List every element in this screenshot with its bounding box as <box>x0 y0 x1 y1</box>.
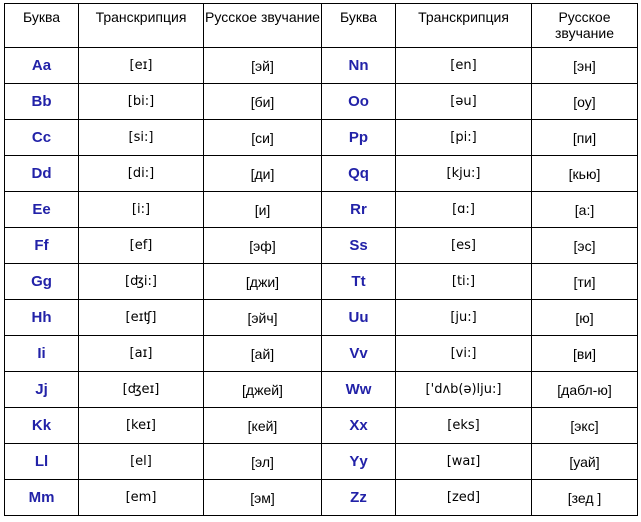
transcription-cell: [si:] <box>79 120 204 156</box>
transcription-cell: [ʤeɪ] <box>79 372 204 408</box>
russian-sound-cell: [эм] <box>204 480 322 516</box>
transcription-cell: [keɪ] <box>79 408 204 444</box>
russian-sound-cell: [эф] <box>204 228 322 264</box>
transcription-cell: [eɪ] <box>79 48 204 84</box>
russian-sound-cell: [си] <box>204 120 322 156</box>
transcription-cell: [el] <box>79 444 204 480</box>
header-transcription-right: Транскрипция <box>396 4 532 48</box>
table-row <box>5 84 638 120</box>
transcription-cell: [vi:] <box>396 336 532 372</box>
russian-sound-cell: [зед ] <box>532 480 638 516</box>
transcription-cell: [en] <box>396 48 532 84</box>
transcription-cell: [waɪ] <box>396 444 532 480</box>
transcription-cell: [di:] <box>79 156 204 192</box>
header-transcription-left: Транскрипция <box>79 4 204 48</box>
russian-sound-cell: [дабл-ю] <box>532 372 638 408</box>
transcription-cell: [ɑ:] <box>396 192 532 228</box>
transcription-cell: [ju:] <box>396 300 532 336</box>
transcription-cell: [zed] <box>396 480 532 516</box>
russian-sound-cell: [эс] <box>532 228 638 264</box>
letter-cell: Oo <box>322 84 396 120</box>
transcription-cell: [bi:] <box>79 84 204 120</box>
russian-sound-cell: [эйч] <box>204 300 322 336</box>
transcription-cell: [i:] <box>79 192 204 228</box>
header-russian-right: Русское звучание <box>532 4 638 48</box>
russian-sound-cell: [уай] <box>532 444 638 480</box>
letter-cell: Vv <box>322 336 396 372</box>
table-row <box>5 264 638 300</box>
table-row <box>5 444 638 480</box>
letter-cell: Aa <box>5 48 79 84</box>
letter-cell: Hh <box>5 300 79 336</box>
transcription-cell: [es] <box>396 228 532 264</box>
letter-cell: Cc <box>5 120 79 156</box>
transcription-cell: [pi:] <box>396 120 532 156</box>
transcription-cell: [ti:] <box>396 264 532 300</box>
letter-cell: Uu <box>322 300 396 336</box>
letter-cell: Ww <box>322 372 396 408</box>
transcription-cell: ['dʌb(ə)lju:] <box>396 372 532 408</box>
russian-sound-cell: [кей] <box>204 408 322 444</box>
letter-cell: Yy <box>322 444 396 480</box>
russian-sound-cell: [джей] <box>204 372 322 408</box>
letter-cell: Xx <box>322 408 396 444</box>
transcription-cell: [em] <box>79 480 204 516</box>
letter-cell: Ff <box>5 228 79 264</box>
table-row <box>5 336 638 372</box>
header-letter-right: Буква <box>322 4 396 48</box>
russian-sound-cell: [эл] <box>204 444 322 480</box>
russian-sound-cell: [ай] <box>204 336 322 372</box>
table-row <box>5 120 638 156</box>
transcription-cell: [eɪʧ] <box>79 300 204 336</box>
russian-sound-cell: [ю] <box>532 300 638 336</box>
russian-sound-cell: [и] <box>204 192 322 228</box>
russian-sound-cell: [пи] <box>532 120 638 156</box>
transcription-cell: [ef] <box>79 228 204 264</box>
table-row <box>5 408 638 444</box>
header-row <box>5 4 638 48</box>
letter-cell: Qq <box>322 156 396 192</box>
transcription-cell: [əu] <box>396 84 532 120</box>
transcription-cell: [eks] <box>396 408 532 444</box>
letter-cell: Rr <box>322 192 396 228</box>
header-russian-left: Русское звучание <box>204 4 322 48</box>
letter-cell: Dd <box>5 156 79 192</box>
table-row <box>5 300 638 336</box>
letter-cell: Jj <box>5 372 79 408</box>
letter-cell: Ee <box>5 192 79 228</box>
table-row <box>5 480 638 516</box>
russian-sound-cell: [экс] <box>532 408 638 444</box>
letter-cell: Ii <box>5 336 79 372</box>
table-row <box>5 372 638 408</box>
russian-sound-cell: [эн] <box>532 48 638 84</box>
russian-sound-cell: [би] <box>204 84 322 120</box>
letter-cell: Gg <box>5 264 79 300</box>
table-row <box>5 192 638 228</box>
table-row <box>5 156 638 192</box>
russian-sound-cell: [эй] <box>204 48 322 84</box>
table-row <box>5 48 638 84</box>
russian-sound-cell: [ти] <box>532 264 638 300</box>
russian-sound-cell: [оу] <box>532 84 638 120</box>
transcription-cell: [ʤi:] <box>79 264 204 300</box>
letter-cell: Mm <box>5 480 79 516</box>
table-body <box>5 48 638 516</box>
header-letter-left: Буква <box>5 4 79 48</box>
letter-cell: Nn <box>322 48 396 84</box>
transcription-cell: [kju:] <box>396 156 532 192</box>
transcription-cell: [aɪ] <box>79 336 204 372</box>
russian-sound-cell: [а:] <box>532 192 638 228</box>
letter-cell: Tt <box>322 264 396 300</box>
table-row <box>5 228 638 264</box>
letter-cell: Ll <box>5 444 79 480</box>
russian-sound-cell: [ви] <box>532 336 638 372</box>
russian-sound-cell: [ди] <box>204 156 322 192</box>
alphabet-table <box>4 3 638 516</box>
letter-cell: Ss <box>322 228 396 264</box>
russian-sound-cell: [джи] <box>204 264 322 300</box>
letter-cell: Pp <box>322 120 396 156</box>
russian-sound-cell: [кью] <box>532 156 638 192</box>
letter-cell: Zz <box>322 480 396 516</box>
letter-cell: Kk <box>5 408 79 444</box>
letter-cell: Bb <box>5 84 79 120</box>
